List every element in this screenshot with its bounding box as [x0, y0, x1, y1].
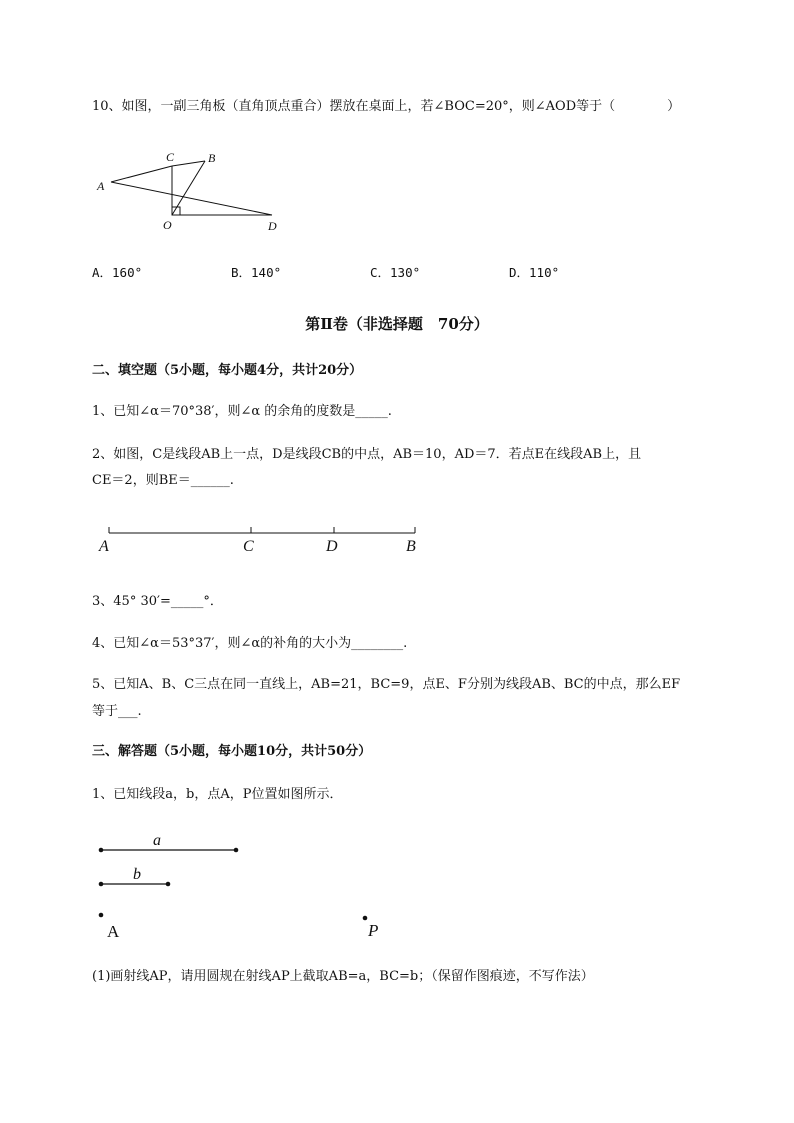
- fill-question-1: 1、已知∠α＝70°38′，则∠α 的余角的度数是_____.: [92, 404, 392, 419]
- label-b: B: [208, 151, 216, 165]
- segments-points-figure: [92, 830, 412, 940]
- segment-a-label: a: [153, 832, 161, 849]
- section-title: 第Ⅱ卷（非选择题 70分）: [305, 315, 489, 333]
- fill-question-5-line-1: 5、已知A、B、C三点在同一直线上，AB=21，BC=9，点E、F分别为线段AB、BC的中点，那么EF: [92, 677, 681, 692]
- label-o: O: [163, 218, 172, 232]
- segment-label-a: A: [99, 538, 109, 555]
- fill-question-2-line-2: CE＝2，则BE＝______.: [92, 473, 234, 488]
- triangle-figure: [92, 148, 292, 238]
- point-a-label: A: [107, 922, 120, 941]
- choice-d: D．110°: [509, 265, 560, 280]
- fill-question-5-line-2: 等于___.: [92, 704, 142, 719]
- fill-question-2-line-1: 2、如图，C是线段AB上一点，D是线段CB的中点，AB＝10，AD＝7．若点E在线段AB上，且: [92, 447, 642, 462]
- fill-question-3: 3、45° 30′=_____°．: [92, 594, 223, 609]
- segment-label-d: D: [326, 538, 338, 555]
- fill-question-4: 4、已知∠α＝53°37′，则∠α的补角的大小为________.: [92, 636, 408, 651]
- segment-figure: [92, 520, 432, 560]
- label-a: A: [97, 179, 105, 193]
- segment-label-b: B: [406, 538, 416, 555]
- solve-heading: 三、解答题（5小题，每小题10分，共计50分）: [92, 744, 372, 759]
- question-10: 10、如图，一副三角板（直角顶点重合）摆放在桌面上，若∠BOC=20°，则∠AOD等于（ ）: [92, 99, 681, 114]
- label-d: D: [268, 219, 277, 233]
- segment-label-c: C: [243, 538, 254, 555]
- choice-b: B．140°: [231, 265, 282, 280]
- fill-heading: 二、填空题（5小题，每小题4分，共计20分）: [92, 363, 363, 378]
- solve-question-1-part-1: (1)画射线AP，请用圆规在射线AP上截取AB=a，BC=b；（保留作图痕迹，不写作法）: [92, 969, 594, 984]
- choice-c: C．130°: [370, 265, 421, 280]
- choice-a: A．160°: [92, 265, 143, 280]
- solve-question-1: 1、已知线段a，b，点A，P位置如图所示．: [92, 787, 343, 802]
- point-p-label: P: [368, 921, 379, 940]
- segment-b-label: b: [133, 866, 141, 883]
- label-c: C: [166, 150, 175, 164]
